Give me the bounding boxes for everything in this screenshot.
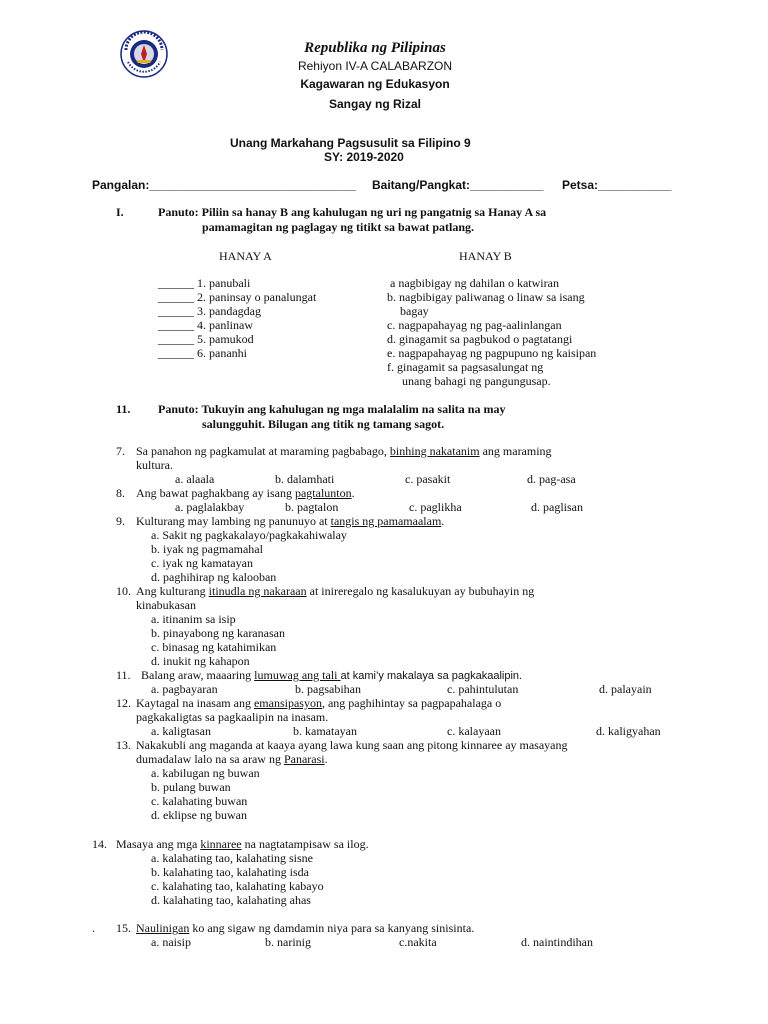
- choice[interactable]: d. palayain: [599, 682, 652, 696]
- deped-seal-logo: [120, 30, 168, 78]
- question-9-number: 9.: [116, 514, 125, 528]
- choice[interactable]: b. kalahating tao, kalahating isda: [151, 865, 309, 879]
- question-8-number: 8.: [116, 486, 125, 500]
- choice[interactable]: d. kalahating tao, kalahating ahas: [151, 893, 311, 907]
- kagawaran-heading: Kagawaran ng Edukasyon: [300, 77, 450, 91]
- sangay-heading: Sangay ng Rizal: [328, 97, 422, 111]
- hanay-b-item: b. nagbibigay paliwanag o linaw sa isang: [387, 290, 585, 304]
- choice[interactable]: c. kalayaan: [447, 724, 501, 738]
- choice[interactable]: d. eklipse ng buwan: [151, 808, 247, 822]
- choice[interactable]: c. kalahating buwan: [151, 794, 248, 808]
- hanay-b-item: d. ginagamit sa pagbukod o pagtatangi: [387, 332, 573, 346]
- choice[interactable]: a. alaala: [175, 472, 215, 486]
- exam-title: Unang Markahang Pagsusulit sa Filipino 9: [230, 136, 471, 150]
- choice[interactable]: b. dalamhati: [275, 472, 335, 486]
- choice[interactable]: d. naintindihan: [521, 935, 593, 949]
- choice[interactable]: c. binasag ng katahimikan: [151, 640, 277, 654]
- question-10-text: Ang kulturang itinudla ng nakaraan at inireregalo ng kasalukuyan ay bubuhayin ng: [136, 584, 535, 598]
- question-14-text: Masaya ang mga kinnaree na nagtatampisaw sa ilog.: [116, 837, 369, 851]
- question-11-number: 11.: [116, 668, 131, 682]
- choice[interactable]: a. kabilugan ng buwan: [151, 766, 260, 780]
- choice[interactable]: b. pagsabihan: [295, 682, 361, 696]
- question-12-number: 12.: [116, 696, 131, 710]
- choice[interactable]: a. kalahating tao, kalahating sisne: [151, 851, 313, 865]
- question-9-text: Kulturang may lambing ng panunuyo at tangis ng pamamaalam.: [136, 514, 445, 528]
- question-8-text: Ang bawat paghakbang ay isang pagtalunton.: [136, 486, 355, 500]
- question-7-number: 7.: [116, 444, 125, 458]
- section-2-instructions-cont: salungguhit. Bilugan ang titik ng tamang sagot.: [202, 417, 445, 431]
- question-10-number: 10.: [116, 584, 131, 598]
- section-1-instructions-cont: pamamagitan ng paglagay ng titikt sa bawat patlang.: [202, 220, 475, 234]
- choice[interactable]: c. pahintulutan: [447, 682, 519, 696]
- question-13-number: 13.: [116, 738, 131, 752]
- section-2-instructions: Panuto: Tukuyin ang kahulugan ng mga malalalim na salita na may: [158, 402, 506, 416]
- question-13-text-cont: dumadalaw lalo na sa araw ng Panarasi.: [136, 752, 328, 766]
- question-12-text-cont: pagkakaligtas sa pagkaalipin na inasam.: [136, 710, 329, 724]
- choice[interactable]: a. kaligtasan: [151, 724, 211, 738]
- choice[interactable]: d. inukit ng kahapon: [151, 654, 250, 668]
- hanay-a-label: HANAY A: [219, 249, 272, 263]
- question-11-text: Balang araw, maaaring lumuwag ang tali at kami’y makalaya sa pagkakaalipin.: [141, 668, 523, 682]
- choice[interactable]: b. iyak ng pagmamahal: [151, 542, 263, 556]
- question-13-text: Nakakubli ang maganda at kaaya ayang lawa kung saan ang pitong kinnaree ay masayang: [136, 738, 568, 752]
- section-2-number: 11.: [116, 402, 131, 416]
- republika-heading: Republika ng Pilipinas: [304, 40, 446, 56]
- section-1-instructions: Panuto: Piliin sa hanay B ang kahulugan ng uri ng pangatnig sa Hanay A sa: [158, 205, 547, 219]
- hanay-b-item: bagay: [400, 304, 429, 318]
- choice[interactable]: b. pinayabong ng karanasan: [151, 626, 285, 640]
- question-15-text: Naulinigan ko ang sigaw ng damdamin niya para sa kanyang sinisinta.: [136, 921, 475, 935]
- choice[interactable]: a. naisip: [151, 935, 191, 949]
- section-1-number: I.: [116, 205, 124, 219]
- hanay-b-label: HANAY B: [459, 249, 512, 263]
- choice[interactable]: c. iyak ng kamatayan: [151, 556, 253, 570]
- hanay-b-item: e. nagpapahayag ng pagpupuno ng kaisipan: [387, 346, 597, 360]
- choice[interactable]: a. itinanim sa isip: [151, 612, 236, 626]
- choice[interactable]: c.nakita: [399, 935, 437, 949]
- hanay-b-item: c. nagpapahayag ng pag-aalinlangan: [387, 318, 562, 332]
- question-10-text-cont: kinabukasan: [136, 598, 196, 612]
- choice[interactable]: d. pag-asa: [527, 472, 576, 486]
- date-field[interactable]: Petsa:___________: [562, 178, 672, 192]
- hanay-a-item: ______ 4. panlinaw: [158, 318, 253, 332]
- hanay-b-item: unang bahagi ng pangungusap.: [402, 374, 551, 388]
- choice[interactable]: d. kaligyahan: [596, 724, 661, 738]
- choice[interactable]: c. paglikha: [409, 500, 462, 514]
- question-12-text: Kaytagal na inasam ang emansipasyon, ang paghihintay sa pagpapahalaga o: [136, 696, 502, 710]
- rehiyon-heading: Rehiyon IV-A CALABARZON: [297, 59, 453, 73]
- hanay-a-item: ______ 3. pandagdag: [158, 304, 261, 318]
- question-14-number: 14.: [92, 837, 107, 851]
- stray-dot: .: [92, 921, 95, 935]
- choice[interactable]: b. pagtalon: [285, 500, 339, 514]
- choice[interactable]: b. narinig: [265, 935, 311, 949]
- hanay-a-item: ______ 5. pamukod: [158, 332, 254, 346]
- choice[interactable]: d. paghihirap ng kalooban: [151, 570, 277, 584]
- name-field[interactable]: Pangalan:_______________________________: [92, 178, 357, 192]
- question-7-text: Sa panahon ng pagkamulat at maraming pagbabago, binhing nakatanim ang maraming: [136, 444, 552, 458]
- hanay-b-item: a nagbibigay ng dahilan o katwiran: [390, 276, 559, 290]
- choice[interactable]: a. pagbayaran: [151, 682, 218, 696]
- hanay-a-item: ______ 6. pananhi: [158, 346, 247, 360]
- school-year: SY: 2019-2020: [324, 150, 404, 164]
- choice[interactable]: d. paglisan: [531, 500, 583, 514]
- choice[interactable]: c. kalahating tao, kalahating kabayo: [151, 879, 324, 893]
- grade-section-field[interactable]: Baitang/Pangkat:___________: [372, 178, 544, 192]
- question-7-text-cont: kultura.: [136, 458, 173, 472]
- choice[interactable]: c. pasakit: [405, 472, 451, 486]
- choice[interactable]: a. Sakit ng pagkakalayo/pagkakahiwalay: [151, 528, 347, 542]
- question-15-number: 15.: [116, 921, 131, 935]
- hanay-a-item: ______ 1. panubali: [158, 276, 251, 290]
- choice[interactable]: a. paglalakbay: [175, 500, 245, 514]
- choice[interactable]: b. pulang buwan: [151, 780, 231, 794]
- hanay-b-item: f. ginagamit sa pagsasalungat ng: [387, 360, 544, 374]
- choice[interactable]: b. kamatayan: [293, 724, 357, 738]
- hanay-a-item: ______ 2. paninsay o panalungat: [158, 290, 317, 304]
